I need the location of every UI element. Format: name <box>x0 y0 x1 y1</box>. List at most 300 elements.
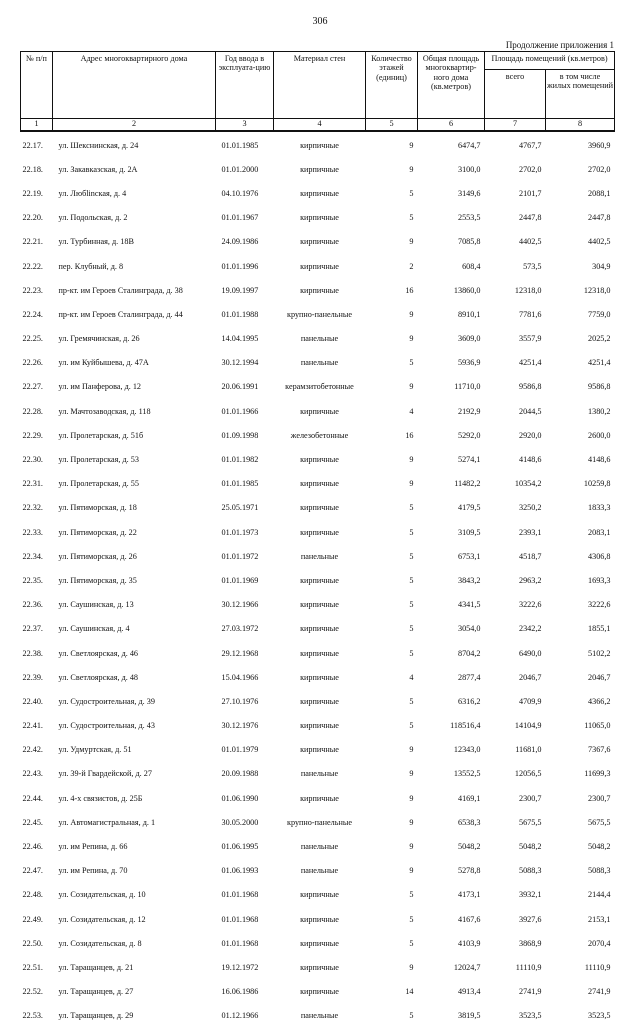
row-number: 22.46. <box>22 842 43 852</box>
header-area-group: Площадь помещений (кв.метров) <box>485 52 615 70</box>
material-cell: кирпичные <box>300 938 339 948</box>
row-number: 22.28. <box>22 406 43 416</box>
address-cell: ул. им Репина, д. 70 <box>58 866 128 876</box>
housing-table <box>20 51 615 1028</box>
row-number: 22.23. <box>22 285 43 295</box>
area-living-cell: 2083,1 <box>588 527 611 537</box>
address-cell: ул. Гремячинская, д. 26 <box>58 334 140 344</box>
area-total-cell: 3100,0 <box>457 164 481 174</box>
material-cell: крупно-панельные <box>286 817 352 827</box>
area-total-cell: 4167,6 <box>457 914 481 924</box>
row-number: 22.30. <box>22 455 43 465</box>
floors-cell: 9 <box>409 140 414 150</box>
row-number: 22.24. <box>22 309 43 319</box>
table-row <box>21 786 615 810</box>
area-living-cell: 2144,4 <box>588 890 611 900</box>
area-living-cell: 12318,0 <box>583 285 611 295</box>
address-cell: ул. им Панферова, д. 12 <box>58 382 142 392</box>
floors-cell: 9 <box>409 962 414 972</box>
table-row <box>21 520 615 544</box>
material-cell: панельные <box>300 866 339 876</box>
area-all-cell: 3868,9 <box>518 938 542 948</box>
table-row <box>21 131 615 157</box>
row-number: 22.41. <box>22 721 43 731</box>
header-num: № п/п <box>21 52 53 119</box>
area-living-cell: 2088,1 <box>588 188 611 198</box>
header-area-living: в том числе жилых помещений <box>546 70 615 119</box>
area-total-cell: 6474,7 <box>457 140 481 150</box>
floors-cell: 5 <box>409 503 414 513</box>
address-cell: ул. Пролетарская, д. 55 <box>58 479 139 489</box>
row-number: 22.45. <box>22 817 43 827</box>
table-row <box>21 593 615 617</box>
table-row <box>21 496 615 520</box>
area-all-cell: 4251,4 <box>518 358 542 368</box>
year-cell: 20.06.1991 <box>221 382 259 392</box>
table-row <box>21 351 615 375</box>
area-living-cell: 2741,9 <box>588 987 611 997</box>
area-living-cell: 2070,4 <box>588 938 611 948</box>
row-number: 22.51. <box>22 962 43 972</box>
column-number: 5 <box>366 119 418 132</box>
table-row <box>21 206 615 230</box>
address-cell: ул. 39-й Гвардейской, д. 27 <box>58 769 152 779</box>
address-cell: ул. им Репина, д. 66 <box>58 842 128 852</box>
area-all-cell: 2920,0 <box>518 430 542 440</box>
area-total-cell: 8910,1 <box>457 309 481 319</box>
area-all-cell: 7781,6 <box>518 309 542 319</box>
area-living-cell: 1833,3 <box>588 503 611 513</box>
table-row <box>21 1004 615 1028</box>
area-living-cell: 2153,1 <box>588 914 611 924</box>
floors-cell: 4 <box>409 406 414 416</box>
table-row <box>21 738 615 762</box>
area-all-cell: 3932,1 <box>518 890 542 900</box>
area-total-cell: 5274,1 <box>457 455 481 465</box>
table-row <box>21 423 615 447</box>
year-cell: 14.04.1995 <box>221 334 259 344</box>
address-cell: ул. Светлоярская, д. 48 <box>58 672 139 682</box>
area-total-cell: 12024,7 <box>453 962 481 972</box>
year-cell: 01.01.1985 <box>221 140 259 150</box>
row-number: 22.21. <box>22 237 43 247</box>
area-living-cell: 304,9 <box>592 261 611 271</box>
year-cell: 01.01.1966 <box>221 406 259 416</box>
floors-cell: 9 <box>409 237 414 247</box>
area-all-cell: 2963,2 <box>518 575 542 585</box>
area-living-cell: 10259,8 <box>583 479 611 489</box>
floors-cell: 9 <box>409 382 414 392</box>
area-all-cell: 3557,9 <box>518 334 542 344</box>
table-row <box>21 230 615 254</box>
table-row <box>21 883 615 907</box>
area-living-cell: 5088,3 <box>588 866 611 876</box>
address-cell: ул. Пятиморская, д. 18 <box>58 503 137 513</box>
row-number: 22.52. <box>22 987 43 997</box>
floors-cell: 2 <box>409 261 414 271</box>
year-cell: 01.06.1993 <box>221 866 259 876</box>
material-cell: кирпичные <box>300 793 339 803</box>
area-total-cell: 8704,2 <box>457 648 481 658</box>
row-number: 22.49. <box>22 914 43 924</box>
area-living-cell: 11699,3 <box>584 769 611 779</box>
area-total-cell: 5278,8 <box>457 866 481 876</box>
address-cell: ул. 4-х связистов, д. 25Б <box>58 793 143 803</box>
floors-cell: 5 <box>409 938 414 948</box>
floors-cell: 5 <box>409 600 414 610</box>
year-cell: 04.10.1976 <box>221 188 259 198</box>
material-cell: кирпичные <box>300 527 339 537</box>
floors-cell: 5 <box>409 188 414 198</box>
address-cell: ул. Любlinская, д. 4 <box>58 188 127 198</box>
address-cell: ул. Таращанцев, д. 27 <box>58 987 134 997</box>
year-cell: 01.01.1968 <box>221 938 259 948</box>
area-living-cell: 5675,5 <box>588 817 611 827</box>
floors-cell: 16 <box>405 285 414 295</box>
area-total-cell: 3609,0 <box>457 334 481 344</box>
address-cell: ул. Мачтозаводская, д. 118 <box>58 406 151 416</box>
area-all-cell: 12318,0 <box>514 285 542 295</box>
address-cell: ул. Подольская, д. 2 <box>58 213 128 223</box>
material-cell: панельные <box>300 551 339 561</box>
area-total-cell: 5936,9 <box>457 358 481 368</box>
table-body <box>21 131 615 1028</box>
area-all-cell: 3250,2 <box>518 503 542 513</box>
year-cell: 15.04.1966 <box>221 672 259 682</box>
area-all-cell: 9586,8 <box>518 382 542 392</box>
row-number: 22.37. <box>22 624 43 634</box>
table-row <box>21 302 615 326</box>
floors-cell: 5 <box>409 1011 414 1021</box>
address-cell: ул. Судостроительная, д. 43 <box>58 721 155 731</box>
row-number: 22.43. <box>22 769 43 779</box>
page-number: 306 <box>312 16 328 27</box>
area-total-cell: 5048,2 <box>457 842 481 852</box>
area-all-cell: 4402,5 <box>518 237 542 247</box>
table-row <box>21 859 615 883</box>
table-row <box>21 278 615 302</box>
year-cell: 19.12.1972 <box>221 962 259 972</box>
year-cell: 01.01.1968 <box>221 890 259 900</box>
year-cell: 01.06.1995 <box>221 842 259 852</box>
floors-cell: 9 <box>409 866 414 876</box>
address-cell: ул. Таращанцев, д. 21 <box>58 962 134 972</box>
year-cell: 01.01.1973 <box>221 527 259 537</box>
area-all-cell: 4709,9 <box>518 696 542 706</box>
area-all-cell: 2447,8 <box>518 213 542 223</box>
area-total-cell: 4103,9 <box>457 938 481 948</box>
material-cell: панельные <box>300 842 339 852</box>
column-number-row <box>21 119 615 132</box>
area-living-cell: 5048,2 <box>588 842 611 852</box>
row-number: 22.53. <box>22 1011 43 1021</box>
floors-cell: 9 <box>409 842 414 852</box>
year-cell: 01.01.1979 <box>221 745 259 755</box>
area-total-cell: 6316,2 <box>457 696 481 706</box>
column-number: 1 <box>21 119 53 132</box>
address-cell: пр-кт. им Героев Сталинграда, д. 38 <box>58 285 183 295</box>
address-cell: ул. Пролетарская, д. 53 <box>58 455 139 465</box>
floors-cell: 5 <box>409 696 414 706</box>
area-all-cell: 573,5 <box>523 261 542 271</box>
column-number: 4 <box>274 119 366 132</box>
row-number: 22.44. <box>22 793 43 803</box>
table-row <box>21 762 615 786</box>
area-all-cell: 2741,9 <box>518 987 542 997</box>
material-cell: кирпичные <box>300 600 339 610</box>
floors-cell: 5 <box>409 213 414 223</box>
material-cell: кирпичные <box>300 503 339 513</box>
floors-cell: 5 <box>409 527 414 537</box>
row-number: 22.27. <box>22 382 43 392</box>
table-row <box>21 955 615 979</box>
year-cell: 01.01.1968 <box>221 914 259 924</box>
material-cell: кирпичные <box>300 237 339 247</box>
year-cell: 01.01.1988 <box>221 309 259 319</box>
table-row <box>21 834 615 858</box>
table-row <box>21 254 615 278</box>
column-number: 2 <box>53 119 216 132</box>
area-total-cell: 4913,4 <box>457 987 481 997</box>
row-number: 22.36. <box>22 600 43 610</box>
year-cell: 20.09.1988 <box>221 769 259 779</box>
floors-cell: 9 <box>409 455 414 465</box>
area-all-cell: 4518,7 <box>518 551 542 561</box>
table-row <box>21 980 615 1004</box>
year-cell: 01.01.1972 <box>221 551 259 561</box>
material-cell: кирпичные <box>300 188 339 198</box>
floors-cell: 16 <box>405 430 414 440</box>
area-living-cell: 1693,3 <box>588 575 611 585</box>
table-header <box>21 52 615 132</box>
area-living-cell: 3960,9 <box>588 140 611 150</box>
year-cell: 30.12.1976 <box>221 721 259 731</box>
material-cell: кирпичные <box>300 406 339 416</box>
area-total-cell: 2192,9 <box>457 406 481 416</box>
area-all-cell: 5088,3 <box>518 866 542 876</box>
area-all-cell: 3523,5 <box>518 1011 542 1021</box>
floors-cell: 5 <box>409 648 414 658</box>
area-all-cell: 2300,7 <box>518 793 542 803</box>
material-cell: кирпичные <box>300 672 339 682</box>
floors-cell: 9 <box>409 769 414 779</box>
area-living-cell: 11065,0 <box>584 721 611 731</box>
address-cell: ул. Шекснинская, д. 24 <box>58 140 139 150</box>
row-number: 22.29. <box>22 430 43 440</box>
year-cell: 27.10.1976 <box>221 696 259 706</box>
area-total-cell: 3109,5 <box>457 527 481 537</box>
year-cell: 29.12.1968 <box>221 648 259 658</box>
material-cell: панельные <box>300 1011 339 1021</box>
header-material: Материал стен <box>274 52 366 119</box>
row-number: 22.40. <box>22 696 43 706</box>
address-cell: ул. Автомагистральная, д. 1 <box>58 817 156 827</box>
table-row <box>21 665 615 689</box>
table-row <box>21 157 615 181</box>
area-living-cell: 7367,6 <box>588 745 611 755</box>
area-total-cell: 6538,3 <box>457 817 481 827</box>
header-address: Адрес многоквартирного дома <box>53 52 216 119</box>
row-number: 22.47. <box>22 866 43 876</box>
column-number: 7 <box>485 119 546 132</box>
floors-cell: 9 <box>409 479 414 489</box>
address-cell: ул. Удмуртская, д. 51 <box>58 745 132 755</box>
area-total-cell: 3149,6 <box>457 188 481 198</box>
area-all-cell: 3222,6 <box>518 600 542 610</box>
area-all-cell: 2101,7 <box>518 188 542 198</box>
row-number: 22.34. <box>22 551 43 561</box>
address-cell: ул. Таращанцев, д. 29 <box>58 1011 134 1021</box>
area-all-cell: 4767,7 <box>518 140 542 150</box>
material-cell: кирпичные <box>300 479 339 489</box>
area-living-cell: 5102,2 <box>588 648 611 658</box>
year-cell: 25.05.1971 <box>221 503 259 513</box>
area-living-cell: 11110,9 <box>584 962 611 972</box>
floors-cell: 9 <box>409 745 414 755</box>
address-cell: ул. Пролетарская, д. 51б <box>58 430 144 440</box>
row-number: 22.18. <box>22 164 43 174</box>
table-row <box>21 810 615 834</box>
area-living-cell: 2025,2 <box>588 334 611 344</box>
floors-cell: 5 <box>409 914 414 924</box>
area-total-cell: 608,4 <box>462 261 481 271</box>
table-row <box>21 327 615 351</box>
row-number: 22.22. <box>22 261 43 271</box>
area-total-cell: 13552,5 <box>453 769 481 779</box>
area-all-cell: 5048,2 <box>518 842 542 852</box>
material-cell: кирпичные <box>300 962 339 972</box>
year-cell: 01.01.1969 <box>221 575 259 585</box>
area-all-cell: 5675,5 <box>518 817 542 827</box>
address-cell: ул. Саушинская, д. 13 <box>58 600 134 610</box>
year-cell: 19.09.1997 <box>221 285 259 295</box>
material-cell: кирпичные <box>300 696 339 706</box>
table-row <box>21 375 615 399</box>
area-all-cell: 6490,0 <box>518 648 542 658</box>
material-cell: кирпичные <box>300 914 339 924</box>
area-living-cell: 2600,0 <box>588 430 611 440</box>
address-cell: пер. Клубный, д. 8 <box>58 261 124 271</box>
floors-cell: 5 <box>409 575 414 585</box>
header-year: Год ввода в эксплуата-цию <box>216 52 274 119</box>
floors-cell: 9 <box>409 793 414 803</box>
area-all-cell: 2702,0 <box>518 164 542 174</box>
address-cell: ул. Закавказская, д. 2А <box>58 164 138 174</box>
table-row <box>21 472 615 496</box>
row-number: 22.17. <box>22 140 43 150</box>
area-total-cell: 118516,4 <box>450 721 481 731</box>
address-cell: ул. Созидательская, д. 10 <box>58 890 146 900</box>
floors-cell: 4 <box>409 672 414 682</box>
area-living-cell: 1855,1 <box>588 624 611 634</box>
material-cell: кирпичные <box>300 213 339 223</box>
material-cell: кирпичные <box>300 164 339 174</box>
address-cell: ул. Светлоярская, д. 46 <box>58 648 139 658</box>
floors-cell: 14 <box>405 987 414 997</box>
table-row <box>21 181 615 205</box>
table-row <box>21 399 615 423</box>
material-cell: панельные <box>300 358 339 368</box>
area-total-cell: 4179,5 <box>457 503 481 513</box>
floors-cell: 9 <box>409 164 414 174</box>
area-total-cell: 3843,2 <box>457 575 481 585</box>
area-living-cell: 9586,8 <box>588 382 611 392</box>
area-living-cell: 3222,6 <box>588 600 611 610</box>
area-living-cell: 2447,8 <box>588 213 611 223</box>
row-number: 22.19. <box>22 188 43 198</box>
material-cell: кирпичные <box>300 890 339 900</box>
row-number: 22.32. <box>22 503 43 513</box>
area-all-cell: 2342,2 <box>518 624 542 634</box>
year-cell: 01.01.2000 <box>221 164 259 174</box>
area-living-cell: 7759,0 <box>588 309 611 319</box>
area-total-cell: 4341,5 <box>457 600 481 610</box>
address-cell: ул. Пятиморская, д. 26 <box>58 551 137 561</box>
area-total-cell: 11710,0 <box>454 382 481 392</box>
area-total-cell: 2553,5 <box>457 213 481 223</box>
column-number: 8 <box>546 119 615 132</box>
area-total-cell: 2877,4 <box>457 672 481 682</box>
address-cell: ул. Турбинная, д. 18В <box>58 237 134 247</box>
row-number: 22.42. <box>22 745 43 755</box>
table-row <box>21 931 615 955</box>
material-cell: кирпичные <box>300 745 339 755</box>
area-total-cell: 12343,0 <box>453 745 481 755</box>
table-row <box>21 689 615 713</box>
year-cell: 30.12.1966 <box>221 600 259 610</box>
address-cell: ул. Саушинская, д. 4 <box>58 624 130 634</box>
area-living-cell: 2300,7 <box>588 793 611 803</box>
area-all-cell: 2044,5 <box>518 406 542 416</box>
year-cell: 01.01.1967 <box>221 213 259 223</box>
row-number: 22.20. <box>22 213 43 223</box>
material-cell: кирпичные <box>300 285 339 295</box>
area-living-cell: 4148,6 <box>588 455 611 465</box>
material-cell: кирпичные <box>300 575 339 585</box>
header-area-all: всего <box>485 70 546 119</box>
table-row <box>21 447 615 471</box>
address-cell: ул. Пятиморская, д. 35 <box>58 575 137 585</box>
row-number: 22.35. <box>22 575 43 585</box>
area-total-cell: 13860,0 <box>453 285 481 295</box>
floors-cell: 5 <box>409 721 414 731</box>
table-row <box>21 907 615 931</box>
address-cell: ул. Судостроительная, д. 39 <box>58 696 155 706</box>
year-cell: 01.12.1966 <box>221 1011 259 1021</box>
area-all-cell: 14104,9 <box>514 721 542 731</box>
row-number: 22.39. <box>22 672 43 682</box>
area-total-cell: 3054,0 <box>457 624 481 634</box>
material-cell: панельные <box>300 334 339 344</box>
table-row <box>21 568 615 592</box>
material-cell: кирпичные <box>300 140 339 150</box>
material-cell: кирпичные <box>300 648 339 658</box>
floors-cell: 9 <box>409 309 414 319</box>
floors-cell: 9 <box>409 817 414 827</box>
row-number: 22.25. <box>22 334 43 344</box>
year-cell: 01.01.1982 <box>221 455 259 465</box>
area-total-cell: 3819,5 <box>457 1011 481 1021</box>
area-living-cell: 2046,7 <box>588 672 611 682</box>
area-all-cell: 3927,6 <box>518 914 542 924</box>
column-number: 3 <box>216 119 274 132</box>
area-all-cell: 10354,2 <box>514 479 542 489</box>
address-cell: ул. Пятиморская, д. 22 <box>58 527 137 537</box>
area-all-cell: 12056,5 <box>514 769 542 779</box>
area-all-cell: 11110,9 <box>515 962 542 972</box>
row-number: 22.33. <box>22 527 43 537</box>
material-cell: кирпичные <box>300 455 339 465</box>
